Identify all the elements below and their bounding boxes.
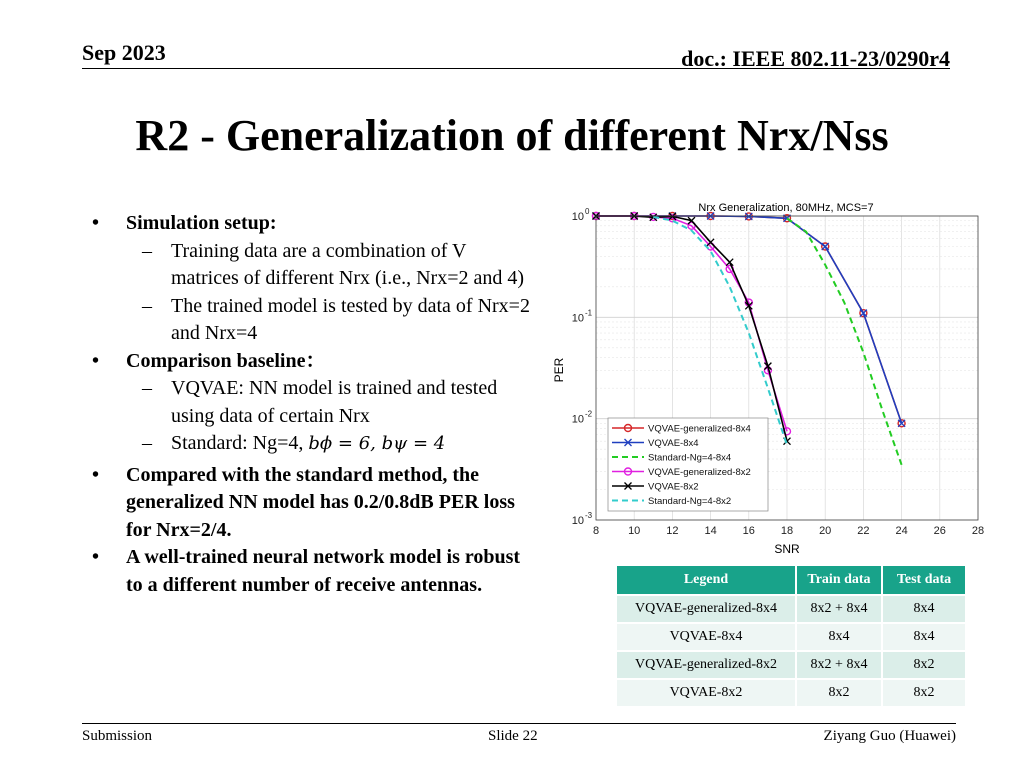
series-line	[596, 216, 787, 441]
legend-label: Standard-Ng=4-8x4	[648, 452, 732, 464]
cell-legend: VQVAE-8x2	[617, 679, 796, 707]
data-point	[726, 259, 733, 266]
x-tick-label: 26	[933, 525, 946, 537]
setup-item-2: The trained model is tested by data of Nrx=2 and Nrx=4	[171, 294, 530, 344]
point-4: A well-trained neural network model is robust to a different number of receive antennas.	[126, 546, 521, 596]
per-chart	[546, 196, 986, 562]
dash-marker: –	[142, 432, 152, 454]
y-tick-label: 10	[571, 413, 584, 426]
sub-bullet	[92, 430, 532, 458]
series-5	[593, 213, 791, 445]
bullet-dot: •	[92, 212, 100, 234]
cell-test: 8x2	[882, 679, 966, 707]
x-axis-label: SNR	[774, 542, 800, 556]
y-tick-exponent: -3	[585, 511, 593, 520]
y-tick-exponent: -2	[585, 409, 593, 419]
footer-slide-number: Slide 22	[488, 728, 538, 744]
x-tick-label: 16	[742, 525, 755, 537]
slide-title: R2 - Generalization of different Nrx/Nss	[135, 111, 889, 160]
bullet-dot: •	[92, 463, 100, 486]
table-row	[617, 679, 966, 707]
x-tick-label: 10	[628, 525, 641, 537]
standard-prefix: Standard: Ng=4,	[171, 432, 309, 454]
x-tick-label: 12	[666, 525, 679, 537]
bullet-comparison	[92, 462, 532, 545]
header-rule	[82, 68, 950, 69]
x-tick-label: 22	[857, 525, 870, 537]
y-tick-label: 10	[571, 211, 584, 223]
bullet-dot: •	[92, 546, 100, 568]
cell-train: 8x2 + 8x4	[796, 651, 882, 679]
header-doc-id: doc.: IEEE 802.11-23/0290r4	[681, 46, 950, 71]
footer-submission: Submission	[82, 728, 153, 744]
series-line	[596, 216, 787, 431]
y-tick-label: 10	[571, 312, 584, 325]
sub-bullet	[92, 293, 532, 348]
cell-train: 8x2 + 8x4	[796, 595, 882, 623]
standard-math: bϕ = 6, bψ = 4	[308, 433, 446, 454]
dash-marker: –	[142, 239, 152, 262]
cell-test: 8x4	[882, 595, 966, 623]
legend-label: VQVAE-8x2	[648, 481, 699, 493]
x-tick-label: 8	[592, 525, 600, 537]
series-4	[593, 213, 791, 435]
footer-author: Ziyang Guo (Huawei)	[823, 728, 956, 744]
legend-label: Standard-Ng=4-8x2	[648, 496, 732, 507]
header-legend: Legend	[617, 566, 796, 595]
legend-label: VQVAE-generalized-8x4	[648, 423, 751, 435]
cell-legend: VQVAE-generalized-8x4	[617, 595, 796, 623]
table-row	[617, 595, 966, 623]
y-axis-label: PER	[552, 357, 566, 383]
x-tick-label: 18	[780, 525, 794, 537]
table-row	[617, 651, 966, 679]
setup-heading: Simulation setup:	[126, 212, 277, 234]
cell-train: 8x4	[796, 623, 882, 651]
sub-bullet	[92, 238, 532, 293]
legend-label: VQVAE-generalized-8x2	[648, 467, 751, 478]
cell-test: 8x2	[882, 651, 966, 679]
header-train: Train data	[796, 566, 882, 595]
cell-legend: VQVAE-8x4	[617, 623, 796, 651]
baseline-item-1: VQVAE: NN model is trained and tested using data of certain Nrx	[171, 377, 498, 427]
cell-test: 8x4	[882, 623, 966, 651]
legend-table	[617, 566, 967, 708]
x-tick-label: 28	[971, 525, 985, 537]
dash-marker: –	[142, 377, 152, 399]
bullet-dot: •	[92, 349, 100, 372]
bullet-list	[92, 210, 532, 599]
footer-rule	[82, 723, 956, 724]
table-header-row	[617, 566, 966, 595]
y-tick-exponent: -1	[585, 308, 593, 318]
baseline-heading: Comparison baseline：	[126, 349, 326, 372]
header-test: Test data	[882, 566, 966, 595]
x-tick-label: 24	[895, 525, 908, 537]
bullet-robust	[92, 544, 532, 599]
header-date: Sep 2023	[82, 40, 166, 65]
cell-legend: VQVAE-generalized-8x2	[617, 651, 796, 679]
bullet-setup	[92, 210, 532, 238]
sub-bullet	[92, 375, 532, 430]
cell-train: 8x2	[796, 679, 882, 707]
x-tick-label: 20	[819, 525, 832, 537]
table-row	[617, 623, 966, 651]
dash-marker: –	[142, 294, 152, 317]
x-tick-label: 14	[704, 525, 717, 537]
legend-label: VQVAE-8x4	[648, 438, 699, 449]
point-3: Compared with the standard method, the generalized NN model has 0.2/0.8dB PER loss for Nrx=2/4.	[126, 463, 515, 541]
series-line	[787, 218, 902, 465]
series-3	[787, 218, 902, 465]
chart-title: Nrx Generalization, 80MHz, MCS=7	[698, 202, 874, 214]
y-tick-label: 10	[571, 515, 584, 527]
bullet-baseline	[92, 348, 532, 376]
setup-item-1: Training data are a combination of V matrices of different Nrx (i.e., Nrx=2 and 4)	[171, 239, 525, 289]
chart-legend	[608, 418, 768, 511]
y-tick-exponent: 0	[585, 207, 590, 216]
